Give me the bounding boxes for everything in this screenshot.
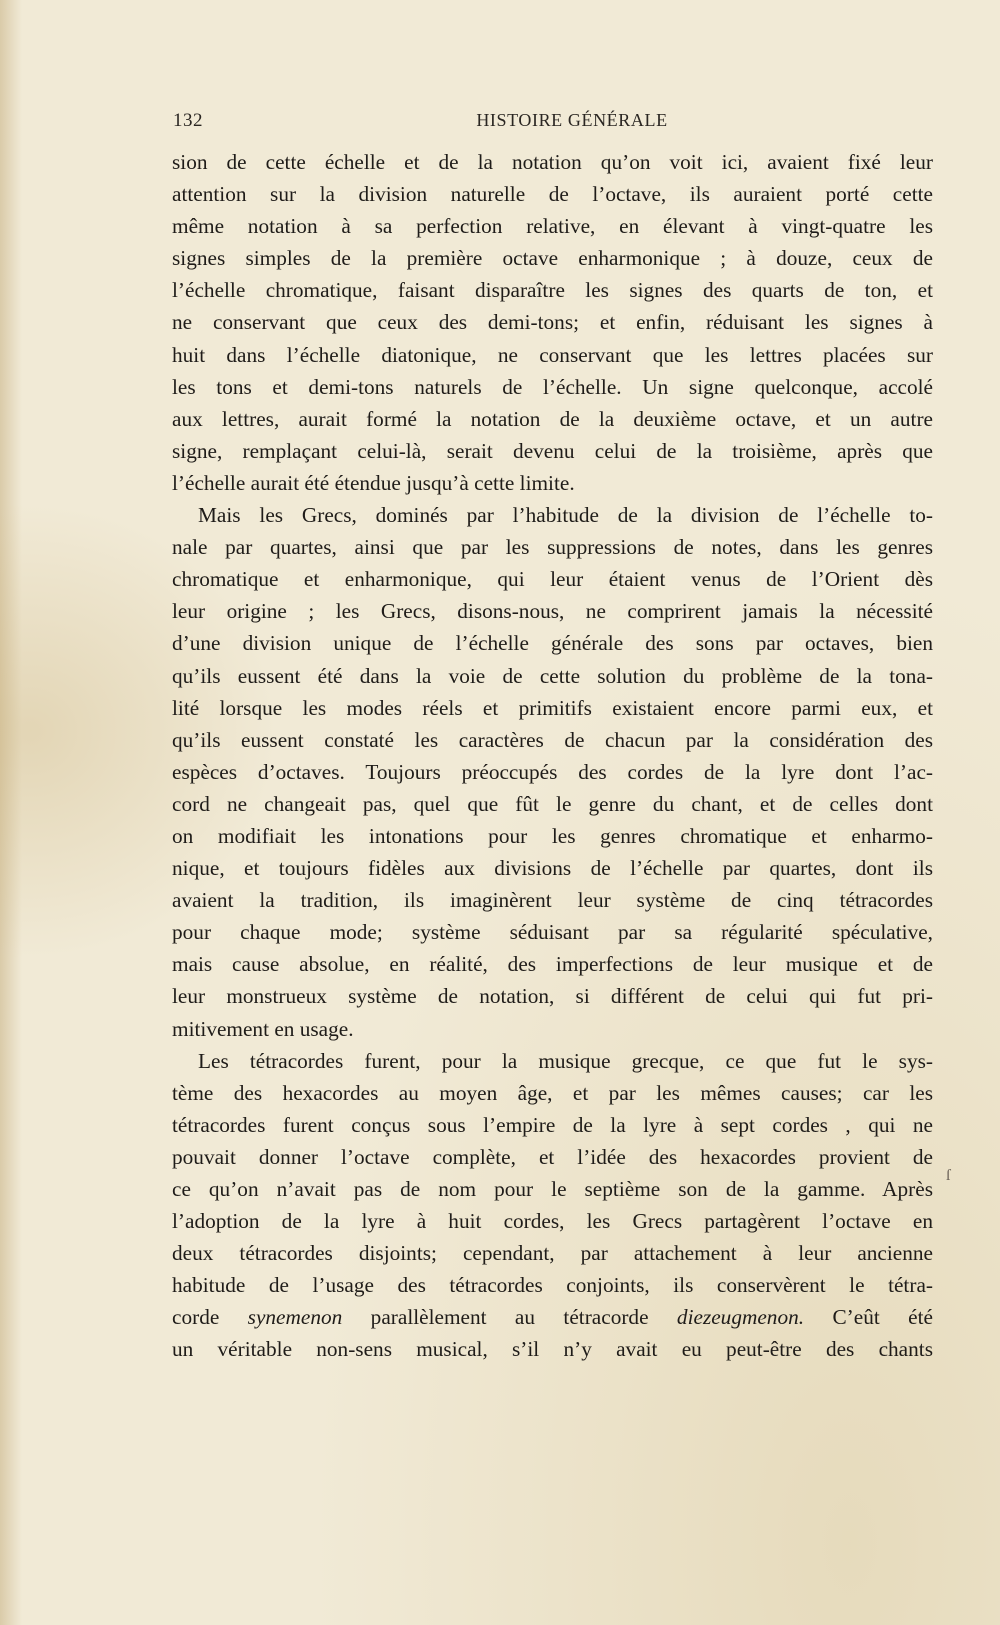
text-fragment: C’eût été bbox=[804, 1305, 933, 1330]
text-line: qu’ils eussent constaté les caractères de chacun par la considération des bbox=[172, 727, 933, 752]
text-line: avaient la tradition, ils imaginèrent leur système de cinq tétracordes bbox=[172, 888, 933, 913]
text-line: l’adoption de la lyre à huit cordes, les Grecs partagèrent l’octave en bbox=[172, 1209, 933, 1234]
text-line: nale par quartes, ainsi que par les suppressions de notes, dans les genres bbox=[172, 535, 933, 560]
text-line: pour chaque mode; système séduisant par sa régularité spéculative, bbox=[172, 920, 933, 945]
paragraph bbox=[172, 499, 933, 1045]
text-line: un véritable non-sens musical, s’il n’y avait eu peut-être des chants bbox=[172, 1337, 933, 1362]
text-line: Les tétracordes furent, pour la musique grecque, ce que fut le sys- bbox=[198, 1048, 933, 1073]
running-head bbox=[173, 110, 931, 136]
text-line: d’une division unique de l’échelle générale des sons par octaves, bien bbox=[172, 631, 933, 656]
margin-mark: ſ bbox=[946, 1167, 951, 1184]
paragraph bbox=[172, 1045, 933, 1366]
text-fragment: parallèlement au tétracorde bbox=[342, 1305, 677, 1330]
text-line: Mais les Grecs, dominés par l’habitude de la division de l’échelle to- bbox=[198, 503, 933, 528]
text-line: l’échelle chromatique, faisant disparaître les signes des quarts de ton, et bbox=[172, 278, 933, 303]
text-line: même notation à sa perfection relative, en élevant à vingt-quatre les bbox=[172, 214, 933, 239]
text-line: l’échelle aurait été étendue jusqu’à cette limite. bbox=[172, 470, 575, 495]
body-text bbox=[172, 146, 933, 1366]
text-line: cord ne changeait pas, quel que fût le genre du chant, et de celles dont bbox=[172, 791, 933, 816]
text-line: lité lorsque les modes réels et primitifs existaient encore parmi eux, et bbox=[172, 695, 933, 720]
text-line: pouvait donner l’octave complète, et l’idée des hexacordes provient de bbox=[172, 1144, 933, 1169]
text-fragment: corde bbox=[172, 1305, 248, 1330]
text-line: tème des hexacordes au moyen âge, et par les mêmes causes; car les bbox=[172, 1080, 933, 1105]
text-line: qu’ils eussent été dans la voie de cette solution du problème de la tona- bbox=[172, 663, 933, 688]
text-line: aux lettres, aurait formé la notation de la deuxième octave, et un autre bbox=[172, 406, 933, 431]
text-line: ce qu’on n’avait pas de nom pour le septième son de la gamme. Après bbox=[172, 1177, 933, 1201]
text-line: chromatique et enharmonique, qui leur étaient venus de l’Orient dès bbox=[172, 567, 933, 592]
text-line: leur monstrueux système de notation, si différent de celui qui fut pri- bbox=[172, 984, 933, 1009]
text-line: tétracordes furent conçus sous l’empire de la lyre à sept cordes , qui ne bbox=[172, 1112, 933, 1137]
text-line: on modifiait les intonations pour les genres chromatique et enharmo- bbox=[172, 823, 933, 848]
text-line: leur origine ; les Grecs, disons-nous, ne comprirent jamais la nécessité bbox=[172, 599, 933, 624]
text-line: les tons et demi-tons naturels de l’échelle. Un signe quelconque, accolé bbox=[172, 374, 933, 399]
text-line: sion de cette échelle et de la notation qu’on voit ici, avaient fixé leur bbox=[172, 150, 933, 174]
paragraph-continued bbox=[172, 146, 933, 499]
text-line-with-italic-terms bbox=[172, 1301, 933, 1333]
text-line: ne conservant que ceux des demi-tons; et enfin, réduisant les signes à bbox=[172, 310, 933, 335]
text-line: signes simples de la première octave enharmonique ; à douze, ceux de bbox=[172, 246, 933, 271]
page-number: 132 bbox=[173, 110, 203, 131]
italic-term: diezeugmenon. bbox=[676, 1305, 805, 1330]
text-line: signe, remplaçant celui-là, serait devenu celui de la troisième, après que bbox=[172, 438, 933, 463]
text-line: huit dans l’échelle diatonique, ne conservant que les lettres placées sur bbox=[172, 342, 933, 367]
italic-term: synemenon bbox=[247, 1305, 343, 1330]
text-line: mitivement en usage. bbox=[172, 1016, 354, 1041]
text-line: habitude de l’usage des tétracordes conjoints, ils conservèrent le tétra- bbox=[172, 1273, 933, 1298]
text-line: attention sur la division naturelle de l’octave, ils auraient porté cette bbox=[172, 182, 933, 207]
running-title: HISTOIRE GÉNÉRALE bbox=[476, 110, 668, 130]
text-line: espèces d’octaves. Toujours préoccupés des cordes de la lyre dont l’ac- bbox=[172, 759, 933, 784]
text-line: nique, et toujours fidèles aux divisions de l’échelle par quartes, dont ils bbox=[172, 856, 933, 881]
text-line: mais cause absolue, en réalité, des imperfections de leur musique et de bbox=[172, 952, 933, 977]
text-line: deux tétracordes disjoints; cependant, par attachement à leur ancienne bbox=[172, 1241, 933, 1266]
